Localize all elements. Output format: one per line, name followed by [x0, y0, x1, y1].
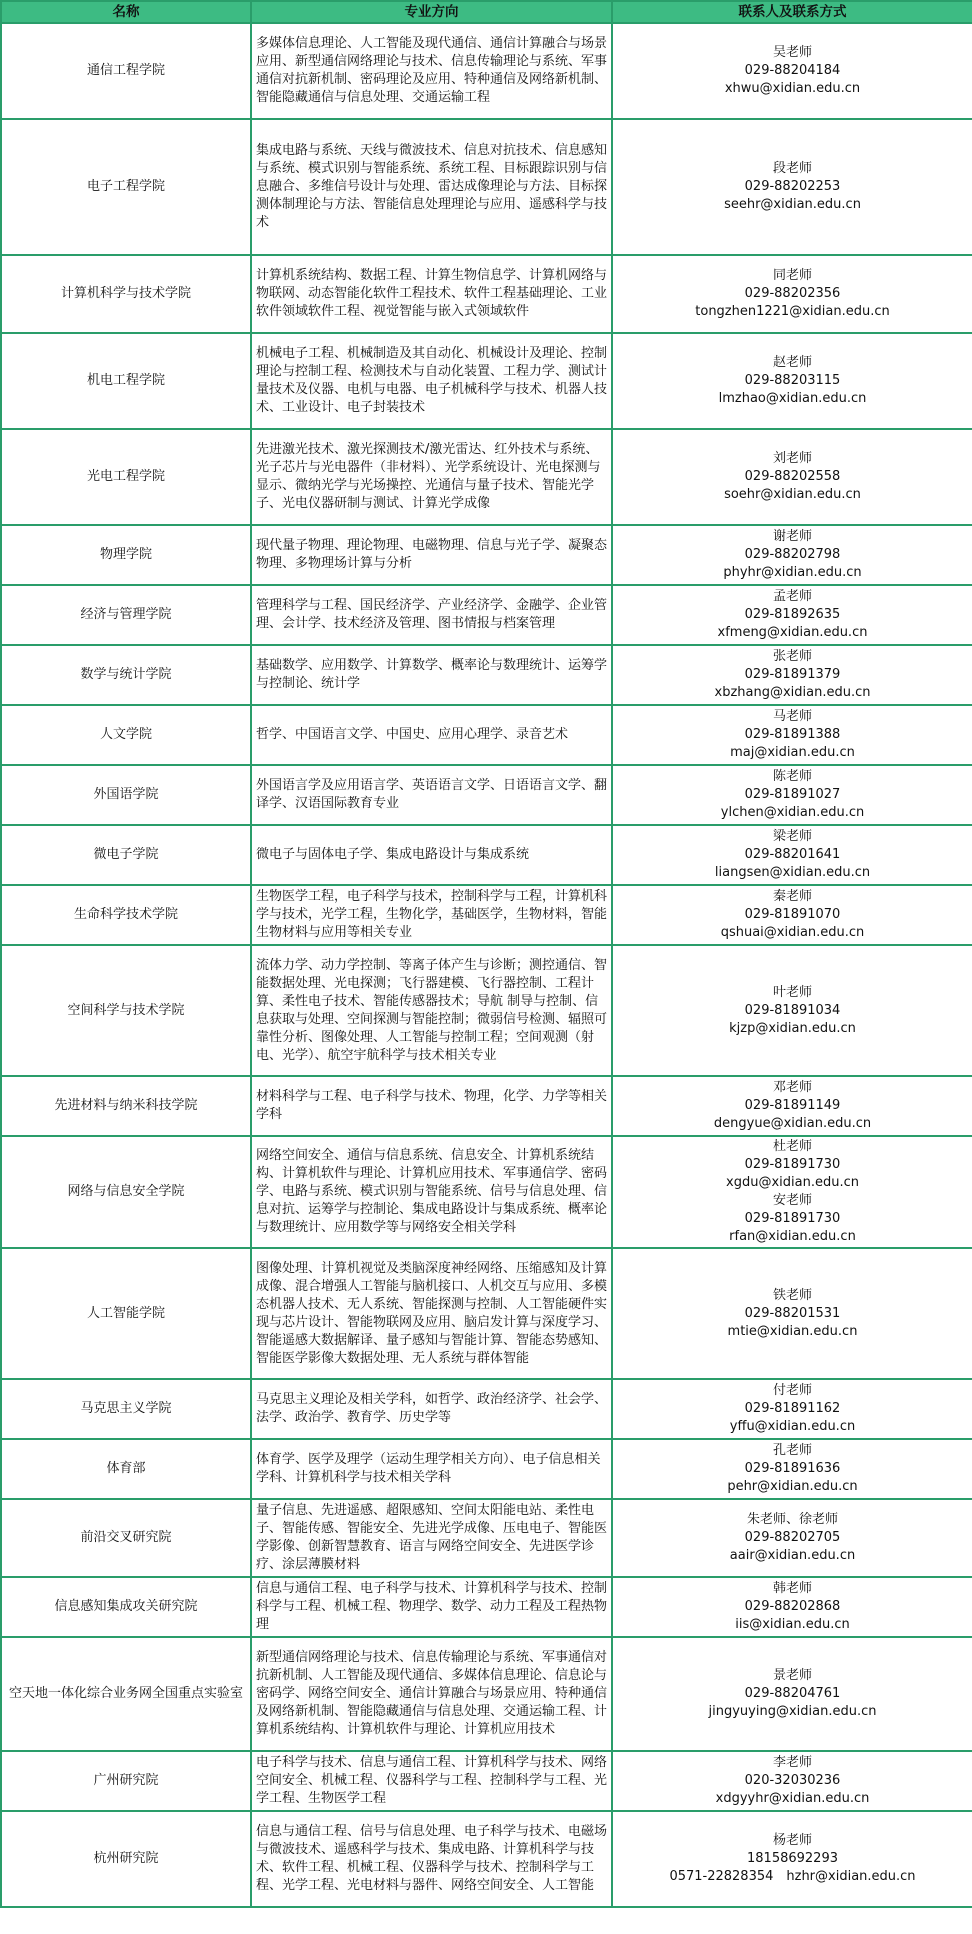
contact-line: 付老师 — [772, 1383, 812, 1398]
contact-line: seehr@xidian.edu.cn — [724, 197, 861, 212]
table-row — [1, 705, 972, 765]
institution-name: 信息感知集成攻关研究院 — [1, 1577, 251, 1637]
contact-cell — [612, 1439, 972, 1499]
table-row — [1, 585, 972, 645]
contact-line: 029-88202253 — [744, 179, 841, 194]
research-direction: 集成电路与系统、天线与微波技术、信息对抗技术、信息感知与系统、模式识别与智能系统、系统工程、目标跟踪识别与信息融合、多维信号设计与处理、雷达成像理论与方法、目标探测体制理论与方法、智能信息处理理论与应用、遥感科学与技术 — [251, 119, 612, 255]
contact-line: 029-81891149 — [744, 1098, 841, 1113]
table-row — [1, 825, 972, 885]
institution-name: 微电子学院 — [1, 825, 251, 885]
table-row — [1, 23, 972, 119]
header-row — [1, 1, 972, 23]
contact-cell — [612, 1811, 972, 1907]
table-row — [1, 1136, 972, 1248]
contact-line: 景老师 — [772, 1668, 812, 1683]
table-row — [1, 645, 972, 705]
contact-line: liangsen@xidian.edu.cn — [714, 865, 871, 880]
contact-line: 029-88201531 — [744, 1305, 841, 1321]
contact-line: 029-81891162 — [744, 1401, 841, 1416]
contact-line: xhwu@xidian.edu.cn — [724, 81, 861, 96]
contact-line: 029-88202705 — [744, 1530, 841, 1545]
table-row — [1, 885, 972, 945]
institution-name: 先进材料与纳米科技学院 — [1, 1076, 251, 1136]
research-direction: 网络空间安全、通信与信息系统、信息安全、计算机系统结构、计算机软件与理论、计算机应用技术、军事通信学、密码学、电路与系统、模式识别与智能系统、信号与信息处理、信息对抗、运筹学与控制论、集成电路设计与集成系统、概率论与数理统计、应用数学等与网络安全相关学科 — [251, 1136, 612, 1248]
contact-line: 张老师 — [772, 649, 812, 664]
contact-cell — [612, 525, 972, 585]
table-row — [1, 1499, 972, 1577]
contact-line: 029-88201641 — [744, 847, 841, 862]
institution-name: 生命科学技术学院 — [1, 885, 251, 945]
contact-cell — [612, 333, 972, 429]
contact-line: 谢老师 — [772, 529, 812, 544]
institution-name: 电子工程学院 — [1, 119, 251, 255]
table-row — [1, 429, 972, 525]
table-row — [1, 1751, 972, 1811]
contact-cell — [612, 255, 972, 333]
institution-name: 空间科学与技术学院 — [1, 945, 251, 1076]
institution-name: 空天地一体化综合业务网全国重点实验室 — [1, 1637, 251, 1751]
research-direction: 材料科学与工程、电子科学与技术、物理，化学、力学等相关学科 — [251, 1076, 612, 1136]
contact-line: 029-81891730 — [744, 1157, 841, 1172]
institution-name: 经济与管理学院 — [1, 585, 251, 645]
table-row — [1, 1637, 972, 1751]
contact-cell — [612, 1499, 972, 1577]
institution-name: 通信工程学院 — [1, 23, 251, 119]
contact-line: rfan@xidian.edu.cn — [729, 1229, 856, 1244]
contact-line: 朱老师、徐老师 — [746, 1512, 838, 1527]
institution-name: 光电工程学院 — [1, 429, 251, 525]
research-direction: 图像处理、计算机视觉及类脑深度神经网络、压缩感知及计算成像、混合增强人工智能与脑机接口、人机交互与应用、多模态机器人技术、无人系统、智能探测与控制、人工智能硬件实现与芯片设计、智能物联网及应用、脑启发计算与深度学习、智能遥感大数据解译、量子感知与智能计算、智能态势感知、智能医学影像大数据处理、无人系统与群体智能 — [251, 1248, 612, 1379]
contact-cell — [612, 585, 972, 645]
contact-cell — [612, 645, 972, 705]
research-direction: 量子信息、先进遥感、超限感知、空间太阳能电站、柔性电子、智能传感、智能安全、先进光学成像、压电电子、智能医学影像、创新智慧教育、语言与网络空间安全、先进医学诊疗、涂层薄膜材料 — [251, 1499, 612, 1577]
contact-line: xbzhang@xidian.edu.cn — [714, 685, 871, 700]
institution-name: 机电工程学院 — [1, 333, 251, 429]
contact-line: 029-88204184 — [744, 63, 841, 78]
header-name: 名称 — [1, 1, 251, 23]
contact-line: 020-32030236 — [744, 1773, 841, 1788]
institution-name: 网络与信息安全学院 — [1, 1136, 251, 1248]
institution-name: 物理学院 — [1, 525, 251, 585]
contact-line: 梁老师 — [772, 829, 812, 844]
contact-cell — [612, 1637, 972, 1751]
contact-line: xfmeng@xidian.edu.cn — [717, 625, 868, 640]
contact-line: 安老师 — [772, 1193, 812, 1208]
table-row — [1, 1076, 972, 1136]
contact-line: 029-88202798 — [744, 547, 841, 562]
contact-line: aair@xidian.edu.cn — [729, 1548, 856, 1563]
institution-name: 杭州研究院 — [1, 1811, 251, 1907]
header-contact: 联系人及联系方式 — [612, 1, 972, 23]
contact-line: 孟老师 — [772, 589, 812, 604]
table-row — [1, 1577, 972, 1637]
contact-cell — [612, 1379, 972, 1439]
contact-line: 029-81891034 — [744, 1002, 841, 1018]
contact-line: lmzhao@xidian.edu.cn — [718, 391, 867, 406]
research-direction: 多媒体信息理论、人工智能及现代通信、通信计算融合与场景应用、新型通信网络理论与技术、信息传输理论与系统、军事通信对抗新机制、密码理论及应用、特种通信及网络新机制、智能隐藏通信与信息处理、交通运输工程 — [251, 23, 612, 119]
contact-cell — [612, 945, 972, 1076]
contact-cell — [612, 23, 972, 119]
research-direction: 机械电子工程、机械制造及其自动化、机械设计及理论、控制理论与控制工程、检测技术与自动化装置、工程力学、测试计量技术及仪器、电机与电器、电子机械科学与技术、机器人技术、工业设计、电子封装技术 — [251, 333, 612, 429]
research-direction: 现代量子物理、理论物理、电磁物理、信息与光子学、凝聚态物理、多物理场计算与分析 — [251, 525, 612, 585]
contact-line: jingyuying@xidian.edu.cn — [708, 1704, 877, 1719]
contact-line: xdgyyhr@xidian.edu.cn — [715, 1791, 870, 1806]
institution-name: 前沿交叉研究院 — [1, 1499, 251, 1577]
contact-line: iis@xidian.edu.cn — [735, 1617, 850, 1632]
table-row — [1, 119, 972, 255]
table-row — [1, 1811, 972, 1907]
contact-cell — [612, 1577, 972, 1637]
research-direction: 信息与通信工程、信号与信息处理、电子科学与技术、电磁场与微波技术、遥感科学与技术、集成电路、计算机科学与技术、软件工程、机械工程、仪器科学与技术、控制科学与工程、光学工程、光电材料与器件、网络空间安全、人工智能 — [251, 1811, 612, 1907]
contact-line: 029-81891379 — [744, 667, 841, 682]
contact-line: 陈老师 — [772, 769, 812, 784]
table-row — [1, 255, 972, 333]
contact-line: 同老师 — [772, 268, 812, 283]
contact-line: kjzp@xidian.edu.cn — [729, 1020, 856, 1036]
research-direction: 信息与通信工程、电子科学与技术、计算机科学与技术、控制科学与工程、机械工程、物理学、数学、动力工程及工程热物理 — [251, 1577, 612, 1637]
contact-line: 029-88202356 — [744, 286, 841, 301]
contact-cell — [612, 1076, 972, 1136]
contact-line: 李老师 — [772, 1755, 812, 1770]
institution-name: 计算机科学与技术学院 — [1, 255, 251, 333]
table-row — [1, 1379, 972, 1439]
contact-line: pehr@xidian.edu.cn — [727, 1479, 858, 1494]
institution-name: 人文学院 — [1, 705, 251, 765]
institution-name: 数学与统计学院 — [1, 645, 251, 705]
table-row — [1, 945, 972, 1076]
research-direction: 哲学、中国语言文学、中国史、应用心理学、录音艺术 — [251, 705, 612, 765]
contact-cell — [612, 1136, 972, 1248]
contact-line: 韩老师 — [772, 1581, 812, 1596]
contact-line: 叶老师 — [772, 984, 812, 1000]
contact-cell — [612, 1751, 972, 1811]
contact-line: maj@xidian.edu.cn — [730, 745, 855, 760]
contact-line: 029-88204761 — [744, 1686, 841, 1701]
contact-line: 029-88203115 — [744, 373, 841, 388]
table-row — [1, 1248, 972, 1379]
contact-line: 0571-22828354 hzhr@xidian.edu.cn — [669, 1869, 916, 1884]
contact-line: 029-81892635 — [744, 607, 841, 622]
contact-line: 029-81891070 — [744, 907, 841, 922]
contact-line: 吴老师 — [772, 45, 812, 60]
contact-line: 杨老师 — [772, 1833, 812, 1848]
table-row — [1, 333, 972, 429]
research-direction: 管理科学与工程、国民经济学、产业经济学、金融学、企业管理、会计学、技术经济及管理、图书情报与档案管理 — [251, 585, 612, 645]
header-direction: 专业方向 — [251, 1, 612, 23]
research-direction: 马克思主义理论及相关学科，如哲学、政治经济学、社会学、法学、政治学、教育学、历史学等 — [251, 1379, 612, 1439]
research-direction: 计算机系统结构、数据工程、计算生物信息学、计算机网络与物联网、动态智能化软件工程技术、软件工程基础理论、工业软件领域软件工程、视觉智能与嵌入式领域软件 — [251, 255, 612, 333]
research-direction: 外国语言学及应用语言学、英语语言文学、日语语言文学、翻译学、汉语国际教育专业 — [251, 765, 612, 825]
contact-line: 段老师 — [772, 161, 812, 176]
table-row — [1, 765, 972, 825]
contact-cell — [612, 825, 972, 885]
table-row — [1, 1439, 972, 1499]
contact-line: mtie@xidian.edu.cn — [727, 1323, 858, 1339]
contact-line: 孔老师 — [772, 1443, 812, 1458]
contact-line: 029-88202558 — [744, 469, 841, 484]
contact-cell — [612, 429, 972, 525]
contact-line: 刘老师 — [772, 451, 812, 466]
institution-name: 马克思主义学院 — [1, 1379, 251, 1439]
contact-line: dengyue@xidian.edu.cn — [713, 1116, 872, 1131]
contact-line: 029-81891636 — [744, 1461, 841, 1476]
institution-name: 体育部 — [1, 1439, 251, 1499]
contact-cell — [612, 119, 972, 255]
research-direction: 体育学、医学及理学（运动生理学相关方向）、电子信息相关学科、计算机科学与技术相关学科 — [251, 1439, 612, 1499]
contact-line: qshuai@xidian.edu.cn — [720, 925, 865, 940]
institution-name: 广州研究院 — [1, 1751, 251, 1811]
research-direction: 基础数学、应用数学、计算数学、概率论与数理统计、运筹学与控制论、统计学 — [251, 645, 612, 705]
research-direction: 先进激光技术、激光探测技术/激光雷达、红外技术与系统、光子芯片与光电器件（非材料）、光学系统设计、光电探测与显示、微纳光学与光场操控、光通信与量子技术、智能光学子、光电仪器研制与测试、计算光学成像 — [251, 429, 612, 525]
research-direction: 电子科学与技术、信息与通信工程、计算机科学与技术、网络空间安全、机械工程、仪器科学与工程、控制科学与工程、光学工程、生物医学工程 — [251, 1751, 612, 1811]
contact-line: 18158692293 — [747, 1851, 838, 1866]
contact-line: phyhr@xidian.edu.cn — [723, 565, 862, 580]
contact-cell — [612, 1248, 972, 1379]
contact-line: 秦老师 — [772, 889, 812, 904]
contact-line: 029-81891388 — [744, 727, 841, 742]
institution-name: 人工智能学院 — [1, 1248, 251, 1379]
contact-line: yffu@xidian.edu.cn — [729, 1419, 856, 1434]
contact-cell — [612, 705, 972, 765]
contact-cell — [612, 765, 972, 825]
contact-line: 029-88202868 — [744, 1599, 841, 1614]
contact-line: tongzhen1221@xidian.edu.cn — [695, 304, 890, 319]
research-direction: 流体力学、动力学控制、等离子体产生与诊断；测控通信、智能数据处理、光电探测；飞行器建模、飞行器控制、工程计算、柔性电子技术、智能传感器技术；导航 制导与控制、信息获取与处理、空间探测与智能控制；微弱信号检测、辐照可靠性分析、图像处理、人工智能与控制工程；空间观测（射电、光学）、航空宇航科学与技术相关专业 — [251, 945, 612, 1076]
contact-line: 029-81891027 — [744, 787, 841, 802]
contact-line: 赵老师 — [772, 355, 812, 370]
table-row — [1, 525, 972, 585]
contact-line: xgdu@xidian.edu.cn — [726, 1175, 859, 1190]
contact-line: 029-81891730 — [744, 1211, 841, 1226]
research-direction: 新型通信网络理论与技术、信息传输理论与系统、军事通信对抗新机制、人工智能及现代通信、多媒体信息理论、信息论与密码学、网络空间安全、通信计算融合与场景应用、特种通信及网络新机制、智能隐藏通信与信息处理、交通运输工程、计算机系统结构、计算机软件与理论、计算机应用技术 — [251, 1637, 612, 1751]
institution-name: 外国语学院 — [1, 765, 251, 825]
research-direction: 生物医学工程，电子科学与技术，控制科学与工程，计算机科学与技术，光学工程，生物化学，基础医学，生物材料，智能生物材料与应用等相关专业 — [251, 885, 612, 945]
contact-line: 杜老师 — [772, 1139, 812, 1154]
contact-cell — [612, 885, 972, 945]
contact-line: 邓老师 — [772, 1080, 812, 1095]
research-direction: 微电子与固体电子学、集成电路设计与集成系统 — [251, 825, 612, 885]
contact-line: 马老师 — [772, 709, 812, 724]
contact-line: ylchen@xidian.edu.cn — [720, 805, 865, 820]
contact-line: 铁老师 — [772, 1287, 812, 1303]
contact-line: soehr@xidian.edu.cn — [724, 487, 861, 502]
